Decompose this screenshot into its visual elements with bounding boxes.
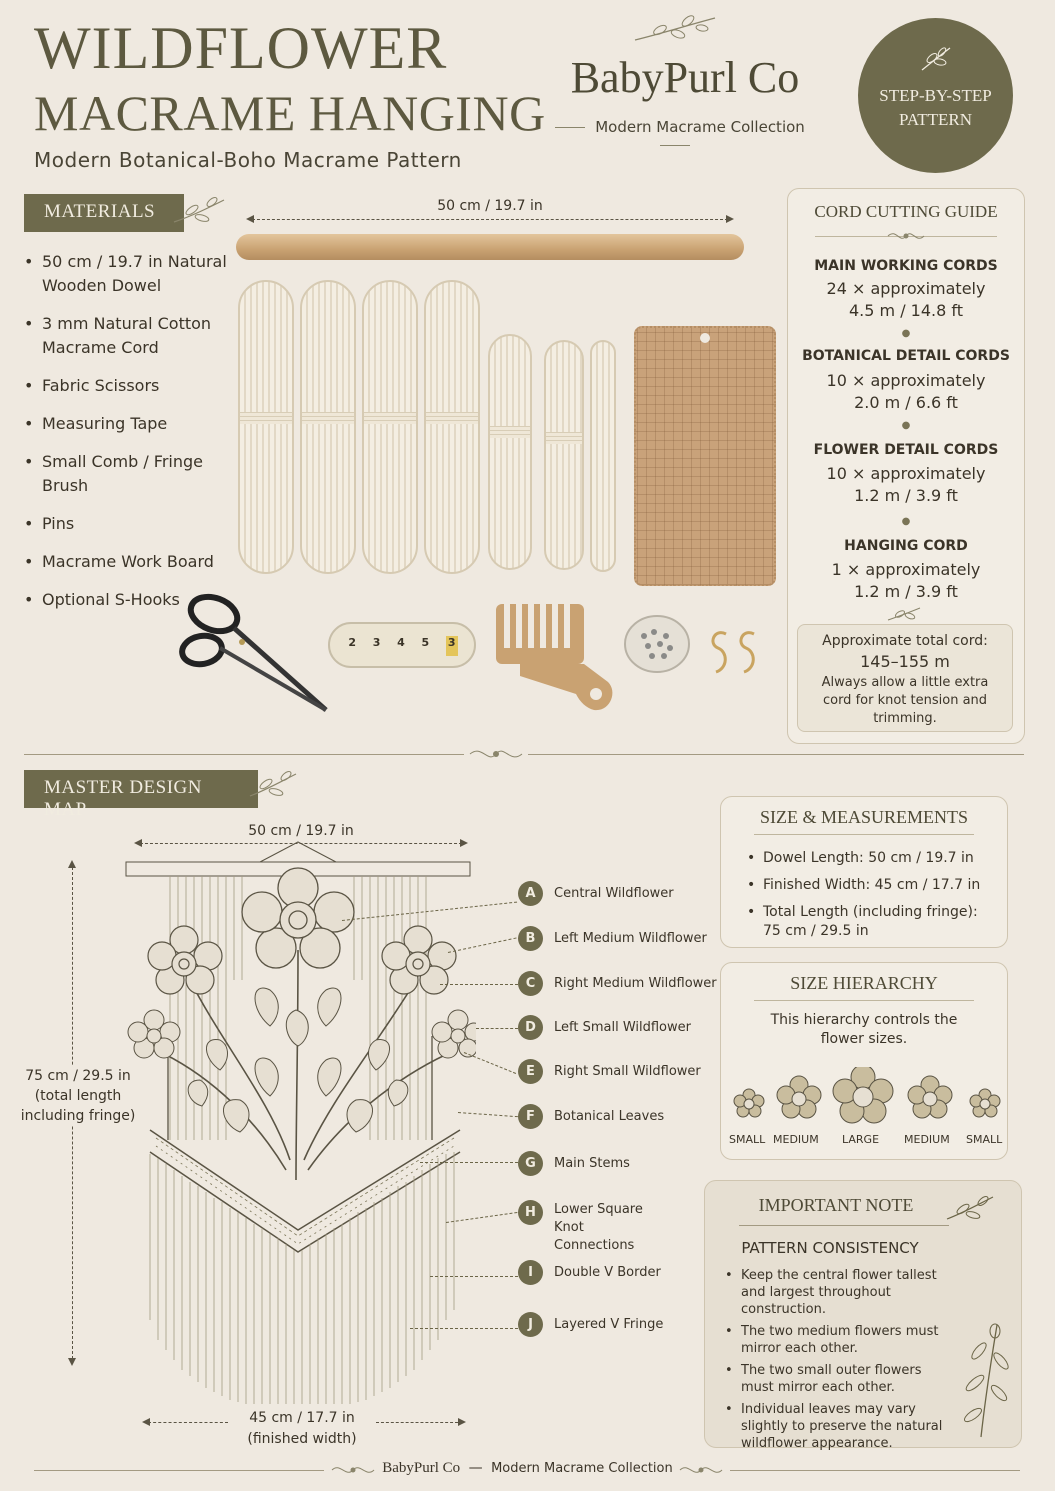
- double-v-border: [150, 1130, 460, 1252]
- small-flower-icon: [970, 1089, 1000, 1117]
- total-cord-note: Always allow a little extra cord for knot tension and trimming.: [821, 675, 989, 726]
- total-cord-box: [797, 624, 1013, 732]
- legend-letter: F: [518, 1104, 543, 1129]
- scissors-icon: [176, 586, 336, 716]
- flower-size-row: [725, 1067, 1005, 1131]
- footer-brand: BabyPurl Co: [382, 1460, 461, 1476]
- size-measurements-card: [720, 796, 1008, 948]
- medium-flower-icon: [777, 1076, 821, 1118]
- leaf-sprig-icon: [630, 12, 720, 46]
- guide-section-heading: BOTANICAL DETAIL CORDS: [802, 348, 1010, 364]
- note-item: • The two small outer flowers must mirror each other.: [725, 1362, 951, 1396]
- cord-bundle-image: [238, 280, 294, 574]
- guide-section-count: 24 × approximately: [826, 279, 986, 298]
- leader-line: [476, 1028, 518, 1029]
- important-note-subtitle: PATTERN CONSISTENCY: [741, 1239, 919, 1257]
- legend-item-right-medium-wildflower: [518, 971, 718, 997]
- ornament-icon: [468, 744, 524, 764]
- botanical-sprig-icon: [961, 1321, 1011, 1439]
- size-label: MEDIUM: [904, 1133, 950, 1146]
- dowel-dimension-label: 50 cm / 19.7 in: [437, 198, 543, 214]
- note-item: • The two medium flowers must mirror each other.: [725, 1323, 951, 1357]
- cord-bundle-image: [544, 340, 584, 570]
- side-dimension-label: 75 cm / 29.5 in: [25, 1068, 131, 1084]
- material-item: • Macrame Work Board: [24, 550, 244, 574]
- guide-section-length: 1.2 m / 3.9 ft: [854, 486, 958, 505]
- legend-label: Right Medium Wildflower: [554, 976, 717, 991]
- note-item: • Individual leaves may vary slightly to preserve the natural wildflower appearance.: [725, 1401, 951, 1452]
- footer-separator: —: [468, 1460, 483, 1476]
- size-label: MEDIUM: [773, 1133, 819, 1146]
- page-title-line2: MACRAME HANGING: [34, 85, 546, 141]
- legend-item-botanical-leaves: [518, 1104, 718, 1130]
- medium-flower-icon: [908, 1076, 952, 1118]
- size-hierarchy-card: [720, 962, 1008, 1160]
- guide-section-length: 1.2 m / 3.9 ft: [854, 582, 958, 601]
- guide-section-count: 1 × approximately: [831, 560, 981, 579]
- measuring-tape-image: [328, 622, 476, 668]
- legend-item-left-small-wildflower: [518, 1015, 718, 1041]
- dimension-arrow: [458, 1418, 466, 1426]
- comb-icon: [490, 600, 624, 720]
- legend-letter: H: [518, 1200, 543, 1225]
- macrame-work-board-image: [634, 326, 776, 586]
- divider: [754, 1000, 974, 1001]
- size-label: SMALL: [729, 1133, 766, 1146]
- layered-v-fringe: [150, 1152, 454, 1404]
- important-note-title: IMPORTANT NOTE: [758, 1195, 914, 1215]
- legend-label: Left Small Wildflower: [554, 1020, 691, 1035]
- leaf-sprig-icon: [172, 194, 228, 228]
- small-flower-icon: [734, 1089, 764, 1117]
- size-label: SMALL: [966, 1133, 1003, 1146]
- material-item: • 50 cm / 19.7 in Natural Wooden Dowel: [24, 250, 244, 298]
- legend-label: Layered V Fringe: [554, 1317, 664, 1332]
- bottom-dimension-label: 45 cm / 17.7 in: [249, 1410, 355, 1426]
- material-item: • Optional S-Hooks: [24, 588, 244, 612]
- tape-number: 3: [446, 636, 458, 656]
- guide-section-count: 10 × approximately: [826, 371, 986, 390]
- macrame-design-illustration: [120, 840, 476, 1406]
- section-divider: [24, 754, 464, 755]
- legend-item-central-wildflower: [518, 881, 718, 907]
- board-hole: [700, 333, 710, 343]
- guide-section-length: 2.0 m / 6.6 ft: [854, 393, 958, 412]
- legend-item-left-medium-wildflower: [518, 926, 718, 952]
- material-item: • Fabric Scissors: [24, 374, 244, 398]
- materials-list: [24, 250, 244, 626]
- footer: [0, 1460, 1055, 1477]
- size-label: LARGE: [842, 1133, 880, 1146]
- tape-number: 2: [348, 636, 357, 649]
- legend-letter: J: [518, 1312, 543, 1337]
- v-border-knots: [156, 1138, 454, 1244]
- legend-item-double-v-border: [518, 1260, 718, 1286]
- leaf-sprig-icon: [884, 606, 924, 624]
- wooden-dowel-image: [236, 234, 744, 260]
- tape-number: 5: [421, 636, 430, 649]
- total-cord-label: Approximate total cord:: [822, 633, 988, 649]
- cutting-guide-title: CORD CUTTING GUIDE: [814, 202, 998, 221]
- legend-letter: D: [518, 1015, 543, 1040]
- divider: [754, 834, 974, 835]
- size-item: • Total Length (including fringe): 75 cm / 29.5 in: [747, 903, 987, 941]
- cord-bundle-image: [300, 280, 356, 574]
- legend-letter: C: [518, 971, 543, 996]
- footer-tagline: Modern Macrame Collection: [491, 1461, 673, 1476]
- materials-heading: MATERIALS: [24, 194, 184, 232]
- guide-section-heading: HANGING CORD: [844, 538, 968, 554]
- legend-letter: B: [518, 926, 543, 951]
- legend-label: Right Small Wildflower: [554, 1064, 701, 1079]
- hanging-cord-image: [590, 340, 616, 572]
- bottom-dimension-box: [146, 1408, 458, 1450]
- leaf-sprig-icon: [918, 44, 954, 74]
- total-cord-value: 145–155 m: [860, 652, 950, 671]
- top-dimension-label: 50 cm / 19.7 in: [248, 823, 354, 839]
- dimension-arrow: [68, 1358, 76, 1366]
- section-divider: [528, 754, 1024, 755]
- cord-bundle-image: [488, 334, 532, 570]
- leader-line: [410, 1328, 518, 1329]
- material-item: • Measuring Tape: [24, 412, 244, 436]
- left-medium-wildflower: [148, 926, 222, 994]
- page-subtitle: Modern Botanical-Boho Macrame Pattern: [34, 148, 462, 172]
- bottom-dimension-note: (finished width): [247, 1431, 357, 1447]
- divider: [739, 1225, 949, 1226]
- guide-section-heading: FLOWER DETAIL CORDS: [813, 442, 999, 458]
- legend-letter: I: [518, 1260, 543, 1285]
- material-item: • Pins: [24, 512, 244, 536]
- ornament-icon: [886, 228, 926, 244]
- legend-label: Botanical Leaves: [554, 1109, 665, 1124]
- cord-bundle-image: [362, 280, 418, 574]
- guide-section-heading: MAIN WORKING CORDS: [814, 258, 998, 274]
- legend-item-right-small-wildflower: [518, 1059, 718, 1085]
- legend-label: Main Stems: [554, 1156, 630, 1171]
- s-hook-icon: [704, 626, 766, 678]
- badge-line2: PATTERN: [898, 110, 973, 129]
- important-note-card: [704, 1180, 1022, 1451]
- size-measurements-title: SIZE & MEASUREMENTS: [759, 807, 968, 827]
- large-flower-icon: [833, 1067, 893, 1123]
- legend-label: Double V Border: [554, 1265, 661, 1280]
- bullet-dot: ●: [901, 516, 911, 527]
- dimension-arrow: [68, 860, 76, 868]
- legend-label: Left Medium Wildflower: [554, 931, 707, 946]
- pins-dish-icon: [622, 612, 692, 674]
- brand-name: BabyPurl Co: [570, 53, 800, 102]
- size-hierarchy-description: This hierarchy controls the flower sizes.: [770, 1012, 958, 1047]
- legend-item-layered-v-fringe: [518, 1312, 718, 1338]
- legend-item-main-stems: [518, 1151, 718, 1177]
- legend-letter: E: [518, 1059, 543, 1084]
- hanging-cord: [260, 842, 336, 862]
- legend-item-lower-square-knot-connections: [518, 1200, 668, 1253]
- step-by-step-badge: [858, 18, 1013, 173]
- size-hierarchy-title: SIZE HIERARCHY: [790, 973, 938, 993]
- material-item: • 3 mm Natural Cotton Macrame Cord: [24, 312, 244, 360]
- bullet-dot: ●: [901, 328, 911, 339]
- bullet-dot: ●: [901, 420, 911, 431]
- size-measurements-list: [747, 849, 987, 941]
- size-item: • Dowel Length: 50 cm / 19.7 in: [747, 849, 987, 868]
- legend-letter: A: [518, 881, 543, 906]
- design-map-heading: MASTER DESIGN MAP: [24, 770, 258, 808]
- brand-tagline: Modern Macrame Collection: [525, 118, 825, 154]
- leader-line: [430, 1276, 518, 1277]
- leader-line: [420, 1162, 518, 1163]
- guide-section-length: 4.5 m / 14.8 ft: [848, 301, 963, 320]
- side-dimension-note: (total length including fringe): [20, 1088, 136, 1124]
- legend-label: Central Wildflower: [554, 886, 674, 901]
- dimension-arrow: [726, 215, 734, 223]
- page-title-line1: WILDFLOWER: [34, 15, 448, 81]
- cord-bundle-image: [424, 280, 480, 574]
- dimension-line: [148, 1422, 228, 1423]
- legend-letter: G: [518, 1151, 543, 1176]
- material-item: • Small Comb / Fringe Brush: [24, 450, 244, 498]
- important-note-list: [725, 1267, 951, 1452]
- badge-line1: STEP-BY-STEP: [879, 86, 992, 105]
- right-small-wildflower: [432, 1010, 476, 1058]
- tape-number: 3: [372, 636, 381, 649]
- leaf-sprig-icon: [945, 1193, 997, 1223]
- dimension-line: [252, 219, 728, 220]
- dimension-line: [376, 1422, 458, 1423]
- leader-line: [440, 984, 518, 985]
- left-small-wildflower: [128, 1010, 180, 1058]
- legend-label: Lower Square Knot Connections: [554, 1202, 643, 1253]
- leaf-sprig-icon: [248, 768, 300, 802]
- tape-number: 4: [397, 636, 405, 649]
- guide-section-count: 10 × approximately: [826, 464, 986, 483]
- size-item: • Finished Width: 45 cm / 17.7 in: [747, 876, 987, 895]
- note-item: • Keep the central flower tallest and largest throughout construction.: [725, 1267, 951, 1318]
